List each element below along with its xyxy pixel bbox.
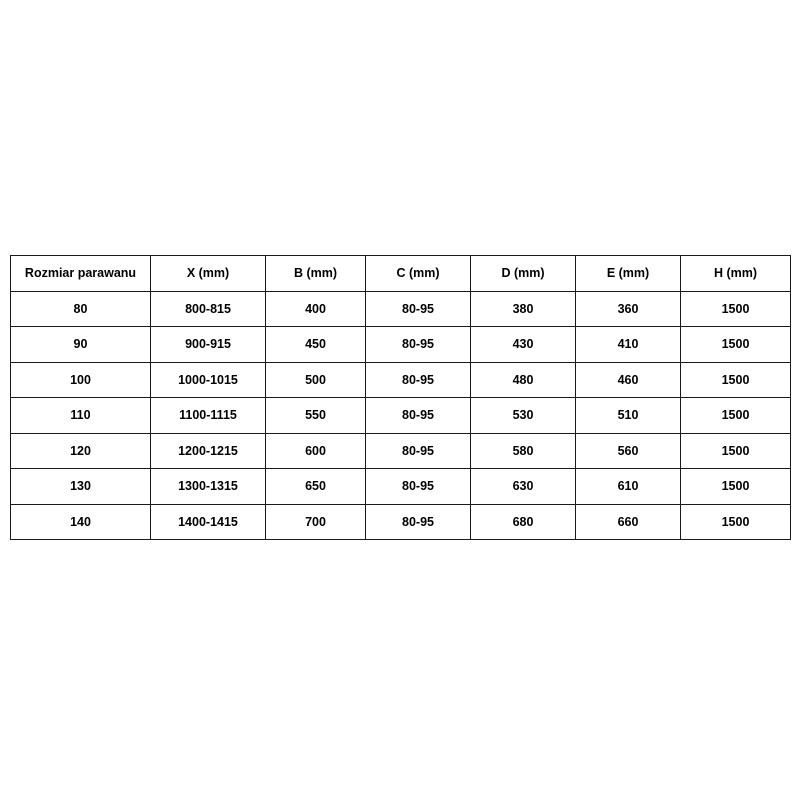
table-row bbox=[11, 433, 791, 469]
cell-b: 700 bbox=[266, 504, 366, 540]
cell-x: 1400-1415 bbox=[151, 504, 266, 540]
cell-size: 100 bbox=[11, 362, 151, 398]
cell-x: 800-815 bbox=[151, 291, 266, 327]
table-row bbox=[11, 362, 791, 398]
spec-table-container bbox=[10, 255, 790, 540]
cell-h: 1500 bbox=[681, 291, 791, 327]
cell-h: 1500 bbox=[681, 504, 791, 540]
cell-e: 460 bbox=[576, 362, 681, 398]
column-header-b: B (mm) bbox=[266, 256, 366, 292]
cell-e: 360 bbox=[576, 291, 681, 327]
cell-d: 530 bbox=[471, 398, 576, 434]
cell-b: 600 bbox=[266, 433, 366, 469]
table-header-row bbox=[11, 256, 791, 292]
cell-h: 1500 bbox=[681, 398, 791, 434]
specification-table bbox=[10, 255, 791, 540]
column-header-size: Rozmiar parawanu bbox=[11, 256, 151, 292]
cell-d: 630 bbox=[471, 469, 576, 505]
table-row bbox=[11, 398, 791, 434]
cell-c: 80-95 bbox=[366, 327, 471, 363]
cell-e: 510 bbox=[576, 398, 681, 434]
cell-x: 900-915 bbox=[151, 327, 266, 363]
cell-e: 410 bbox=[576, 327, 681, 363]
cell-size: 120 bbox=[11, 433, 151, 469]
cell-size: 140 bbox=[11, 504, 151, 540]
cell-e: 610 bbox=[576, 469, 681, 505]
cell-d: 480 bbox=[471, 362, 576, 398]
cell-c: 80-95 bbox=[366, 433, 471, 469]
cell-e: 560 bbox=[576, 433, 681, 469]
cell-h: 1500 bbox=[681, 327, 791, 363]
cell-c: 80-95 bbox=[366, 469, 471, 505]
table-row bbox=[11, 327, 791, 363]
cell-d: 680 bbox=[471, 504, 576, 540]
cell-x: 1000-1015 bbox=[151, 362, 266, 398]
cell-c: 80-95 bbox=[366, 362, 471, 398]
column-header-c: C (mm) bbox=[366, 256, 471, 292]
cell-c: 80-95 bbox=[366, 504, 471, 540]
cell-d: 580 bbox=[471, 433, 576, 469]
table-row bbox=[11, 291, 791, 327]
cell-size: 130 bbox=[11, 469, 151, 505]
cell-c: 80-95 bbox=[366, 291, 471, 327]
cell-size: 110 bbox=[11, 398, 151, 434]
column-header-h: H (mm) bbox=[681, 256, 791, 292]
cell-b: 500 bbox=[266, 362, 366, 398]
column-header-d: D (mm) bbox=[471, 256, 576, 292]
cell-c: 80-95 bbox=[366, 398, 471, 434]
cell-size: 90 bbox=[11, 327, 151, 363]
table-row bbox=[11, 469, 791, 505]
column-header-e: E (mm) bbox=[576, 256, 681, 292]
cell-b: 550 bbox=[266, 398, 366, 434]
cell-x: 1200-1215 bbox=[151, 433, 266, 469]
cell-h: 1500 bbox=[681, 433, 791, 469]
column-header-x: X (mm) bbox=[151, 256, 266, 292]
table-row bbox=[11, 504, 791, 540]
cell-size: 80 bbox=[11, 291, 151, 327]
cell-h: 1500 bbox=[681, 469, 791, 505]
cell-b: 450 bbox=[266, 327, 366, 363]
cell-x: 1300-1315 bbox=[151, 469, 266, 505]
cell-d: 430 bbox=[471, 327, 576, 363]
cell-d: 380 bbox=[471, 291, 576, 327]
cell-x: 1100-1115 bbox=[151, 398, 266, 434]
cell-e: 660 bbox=[576, 504, 681, 540]
cell-b: 400 bbox=[266, 291, 366, 327]
cell-h: 1500 bbox=[681, 362, 791, 398]
cell-b: 650 bbox=[266, 469, 366, 505]
